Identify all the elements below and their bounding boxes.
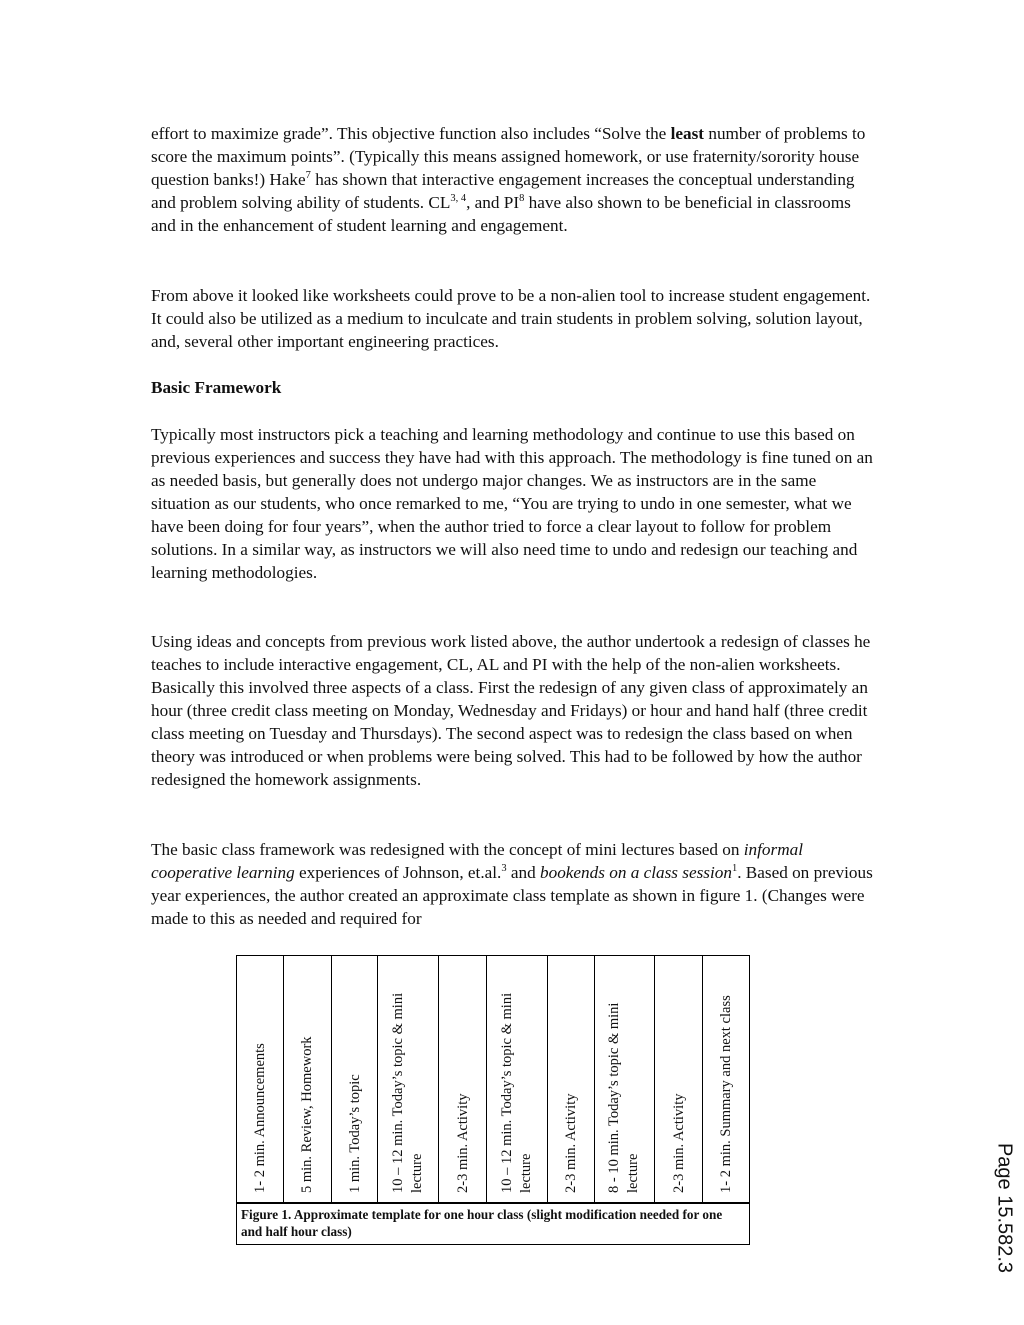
template-column: 5 min. Review, Homework xyxy=(284,956,332,1202)
paragraph-4: Using ideas and concepts from previous work listed above, the author undertook a redesign of classes he teaches to include interactive engagement, CL, AL and PI with the help of the non-alien worksheets. Basically this involved three aspects of a class. First the redesign of any given class of approximately an hour (three credit class meeting on Monday, Wednesday and Fridays) or hour and hand half (three credit class meeting on Tuesday and Thursdays). The second aspect was to redesign the class based on when theory was introduced or when problems were being solved. This had to be followed by how the author redesigned the homework assignments. xyxy=(151,632,871,789)
figure-caption: Figure 1. Approximate template for one hour class (slight modification needed for one and half hour class) xyxy=(236,1203,750,1245)
template-column: 1- 2 min. Summary and next class xyxy=(717,995,734,1193)
page-number: Page 15.582.3 xyxy=(993,1142,1016,1274)
template-column: 8 - 10 min. Today’s topic & mini lecture xyxy=(595,956,656,1202)
template-column: 10 – 12 min. Today’s topic & mini lecture xyxy=(378,956,439,1202)
paragraph-3: Typically most instructors pick a teaching and learning methodology and continue to use this based on previous experiences and success they have had with this approach. The methodology is fine tuned on an as needed basis, but generally does not undergo major changes. We as instructors are in the same situation as our students, who once remarked to me, “You are trying to undo in one semester, what we have been doing for four years”, when the author tried to force a clear layout to follow for problem solutions. In a similar way, as instructors we will also need time to undo and redesign our teaching and learning methodologies. xyxy=(151,425,873,582)
template-column: 1- 2 min. Announcements xyxy=(237,956,284,1202)
paragraph-2: From above it looked like worksheets could prove to be a non-alien tool to increase student engagement. It could also be utilized as a medium to inculcate and train students in problem solving, solution layout, and, several other important engineering practices. xyxy=(151,286,871,351)
template-column: 1 min. Today’s topic xyxy=(332,956,379,1202)
paragraph-1: effort to maximize grade”. This objective function also includes “Solve the least number of problems to score the maximum points”. (Typically this means assigned homework, or use fraternity/sorority house question banks!) Hake$^7$ has shown that interactive engagement increases the conceptual understanding and problem solving ability of students. CL$^{3, 4}$, and $PI^8$ have also shown to be beneficial in classrooms and in the enhancement of student learning and engagement. xyxy=(151,124,866,235)
template-column: 2-3 min. Activity xyxy=(655,956,703,1202)
template-column: 2-3 min. Activity xyxy=(548,956,595,1202)
template-column: 10 – 12 min. Today’s topic & mini lecture xyxy=(487,956,548,1202)
figure-1 xyxy=(236,955,750,1244)
template-column: 2-3 min. Activity xyxy=(439,956,487,1202)
class-template-table xyxy=(236,955,750,1203)
paragraph-5: The basic class framework was redesigned with the concept of mini lectures based on informal cooperative learning experiences of Johnson, et.al.$^3$ and bookends on a class session$^1$. Based on previous year experiences, the author created an approximate class template as shown in figure 1. (Changes were made to this as needed and required for xyxy=(151,840,873,928)
section-heading: Basic Framework xyxy=(151,378,282,397)
